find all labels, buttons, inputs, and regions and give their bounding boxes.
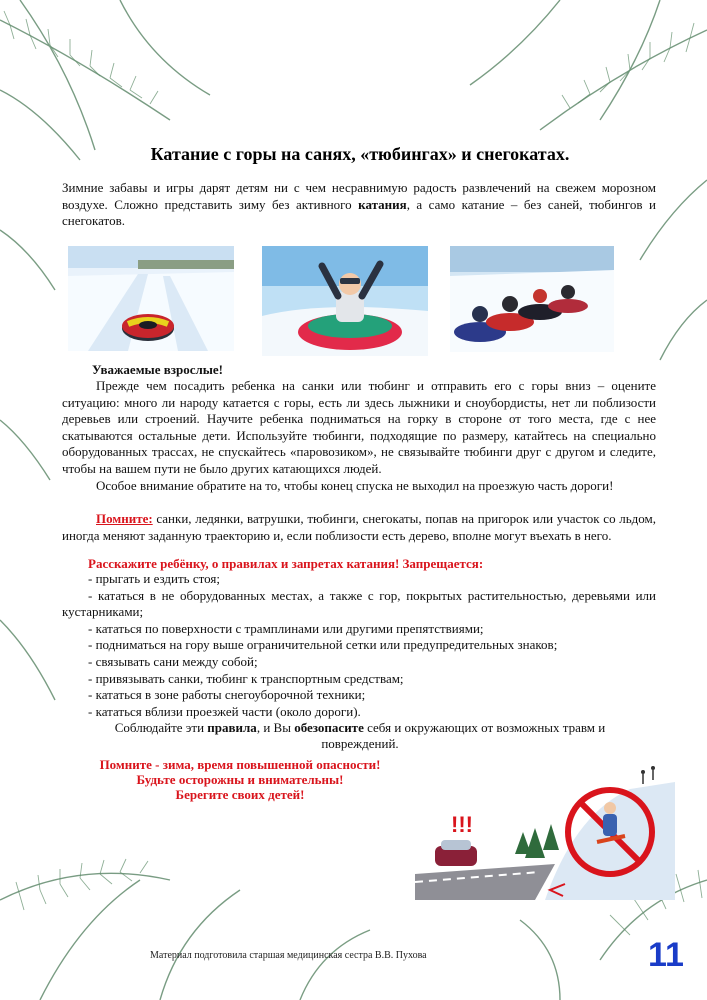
rules-bold-2: обезопасите: [294, 720, 364, 735]
prohibition-illustration: [415, 754, 675, 900]
rules-note: [80, 720, 640, 752]
rules-text-1: Соблюдайте эти: [114, 720, 208, 735]
list-item: - связывать сани между собой;: [88, 653, 258, 669]
intro-paragraph: [62, 180, 656, 230]
list-item: - кататься в зоне работы снегоуборочной техники;: [88, 687, 366, 703]
intro-bold-word: катания: [358, 196, 407, 212]
exclamation-sign: !!!: [451, 812, 473, 837]
rules-text-3: себя и окружающих от возможных травм и повреждений.: [321, 720, 606, 751]
list-item: - привязывать санки, тюбинг к транспортным средствам;: [88, 670, 404, 686]
main-paragraph: Прежде чем посадить ребенка на санки или тюбинг и отправить его с горы вниз – оцените ситуацию: много ли народу катается с горы, есть ли здесь лыжники и сноубордисты, нет ли поблизости деревьев или строений. Научите ребенка подниматься на горку в стороне от того места, где с нее скатываются остальные дети. Используйте тюбинги, подходящие по размеру, катайтесь на специально оборудованных трассах, не спускайтесь «паровозиком», не связывайте тюбинги друг с другом и следите, чтобы на вашем пути не было других катающихся людей.: [62, 378, 656, 476]
page-number: 11: [648, 936, 684, 974]
page-title: Катание с горы на санях, «тюбингах» и снегокатах.: [150, 144, 570, 164]
list-item: - кататься вблизи проезжей части (около дороги).: [88, 703, 361, 719]
list-item: - прыгать и ездить стоя;: [88, 571, 220, 586]
intro-text-start: Зимние забавы и игры дарят детям ни с чем несравнимую радость развлечений на свежем морозном воздухе. Сложно представить зиму без активного: [62, 180, 656, 212]
safety-alert: [70, 757, 410, 802]
list-item: - подниматься на гору выше ограничительной сетки или предупредительных знаков;: [88, 637, 558, 653]
rules-bold-1: правила: [207, 720, 257, 735]
greeting: Уважаемые взрослые!: [92, 362, 224, 377]
remember-text: санки, ледянки, ватрушки, тюбинги, снегокаты, попав на пригорок или участок со льдом, иногда меняют заданную траекторию и, если поблизости есть дерево, вполне могут въехать в него.: [62, 511, 656, 543]
remember-label: Помните:: [96, 511, 153, 526]
photo-group-on-tubes: [450, 246, 614, 352]
prohibited-heading: Расскажите ребёнку, о правилах и запретах катания! Запрещается:: [88, 556, 484, 571]
rules-text-2: , и Вы: [256, 720, 295, 735]
prohibited-list: [62, 571, 656, 720]
remember-paragraph: [62, 511, 656, 544]
alert-line: Помните - зима, время повышенной опасности!: [99, 757, 381, 772]
attention-paragraph: Особое внимание обратите на то, чтобы конец спуска не выходил на проезжую часть дороги!: [96, 478, 614, 493]
footer-credit: Материал подготовила старшая медицинская сестра В.В. Пухова: [150, 950, 427, 961]
intro-text-end: , а само катание – без саней, тюбингов и снегокатов.: [62, 196, 656, 228]
list-item: - кататься в не оборудованных местах, а также с гор, покрытых растительностью, деревьями или кустарниками;: [62, 587, 656, 620]
photo-child-on-tube: [262, 246, 428, 356]
alert-line: Берегите своих детей!: [175, 787, 305, 802]
list-item: - кататься по поверхности с трамплинами или другими препятствиями;: [88, 620, 484, 636]
photo-snow-slope-tube: [68, 246, 234, 351]
alert-line: Будьте осторожны и внимательны!: [136, 772, 344, 787]
